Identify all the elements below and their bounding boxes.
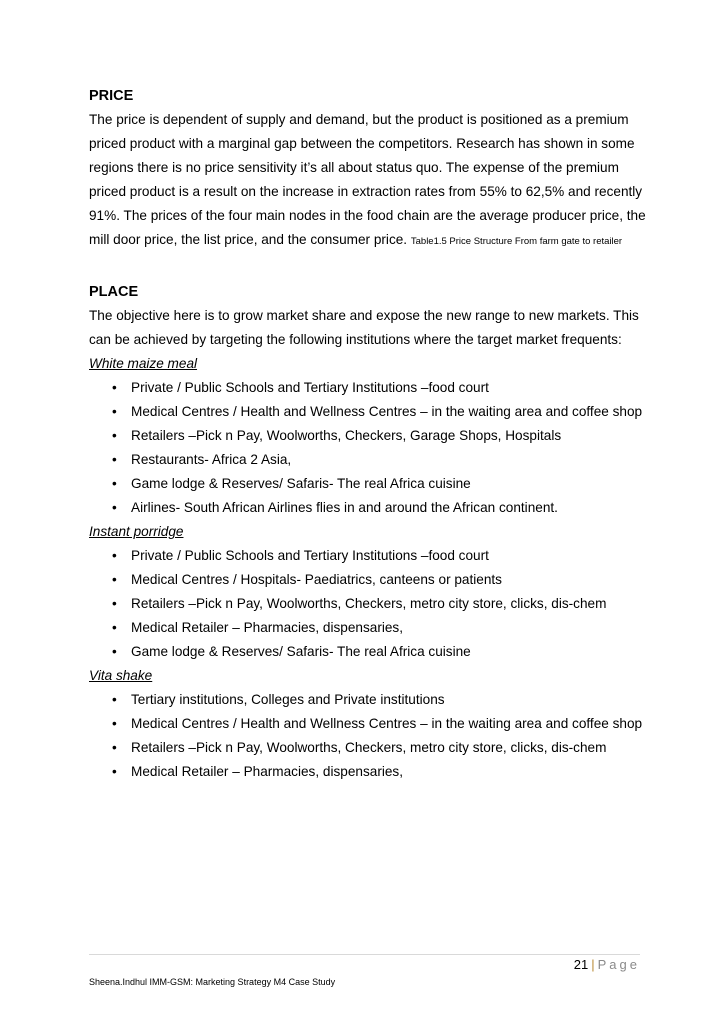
page-number-value: 21 (573, 957, 589, 972)
list-item: • Medical Centres / Health and Wellness Centres – in the waiting area and coffee shop (89, 400, 649, 424)
list-item: • Retailers –Pick n Pay, Woolworths, Checkers, metro city store, clicks, dis-chem (89, 592, 649, 616)
footer-text: Sheena.Indhul IMM-GSM: Marketing Strategy M4 Case Study (89, 977, 336, 987)
price-table-note: Table1.5 Price Structure From farm gate to retailer (410, 236, 623, 247)
list-item: • Game lodge & Reserves/ Safaris- The real Africa cuisine (89, 640, 649, 664)
price-body-text: The price is dependent of supply and demand, but the product is positioned as a premium priced product with a marginal gap between the competitors. Research has shown in some regions there is no price sensitivity it’s all about status quo. The expense of the premium priced product is a result on the increase in extraction rates from 55% to 62,5% and recently 91%. The prices of the four main nodes in the food chain are the average producer price, the mill door price, the list price, and the consumer price. (89, 112, 646, 247)
page-separator: | (591, 957, 595, 972)
group-white-maize-meal (89, 352, 649, 520)
bullet-list (89, 688, 649, 784)
group-vita-shake (89, 664, 649, 784)
place-heading: PLACE (89, 284, 139, 300)
list-item: • Game lodge & Reserves/ Safaris- The real Africa cuisine (89, 472, 649, 496)
bullet-list (89, 544, 649, 664)
list-item: • Retailers –Pick n Pay, Woolworths, Checkers, Garage Shops, Hospitals (89, 424, 649, 448)
bullet-list (89, 376, 649, 520)
page-content (89, 84, 649, 784)
list-item: • Restaurants- Africa 2 Asia, (89, 448, 649, 472)
group-instant-porridge (89, 520, 649, 664)
list-item: • Medical Retailer – Pharmacies, dispensaries, (89, 760, 649, 784)
list-item: • Medical Centres / Hospitals- Paediatrics, canteens or patients (89, 568, 649, 592)
group-title: Instant porridge (89, 524, 184, 539)
group-title: Vita shake (89, 668, 153, 683)
list-item: • Private / Public Schools and Tertiary Institutions –food court (89, 544, 649, 568)
page-number (574, 957, 640, 972)
list-item: • Medical Retailer – Pharmacies, dispensaries, (89, 616, 649, 640)
page-word: Page (597, 957, 640, 972)
place-intro: The objective here is to grow market share and expose the new range to new markets. This can be achieved by targeting the following institutions where the target market frequents: (89, 308, 639, 347)
price-body (89, 108, 649, 254)
list-item: • Medical Centres / Health and Wellness Centres – in the waiting area and coffee shop (89, 712, 649, 736)
group-title: White maize meal (89, 356, 198, 371)
list-item: • Tertiary institutions, Colleges and Private institutions (89, 688, 649, 712)
price-heading: PRICE (89, 88, 134, 104)
list-item: • Airlines- South African Airlines flies in and around the African continent. (89, 496, 649, 520)
footer-divider (89, 954, 640, 955)
list-item: • Retailers –Pick n Pay, Woolworths, Checkers, metro city store, clicks, dis-chem (89, 736, 649, 760)
list-item: • Private / Public Schools and Tertiary Institutions –food court (89, 376, 649, 400)
